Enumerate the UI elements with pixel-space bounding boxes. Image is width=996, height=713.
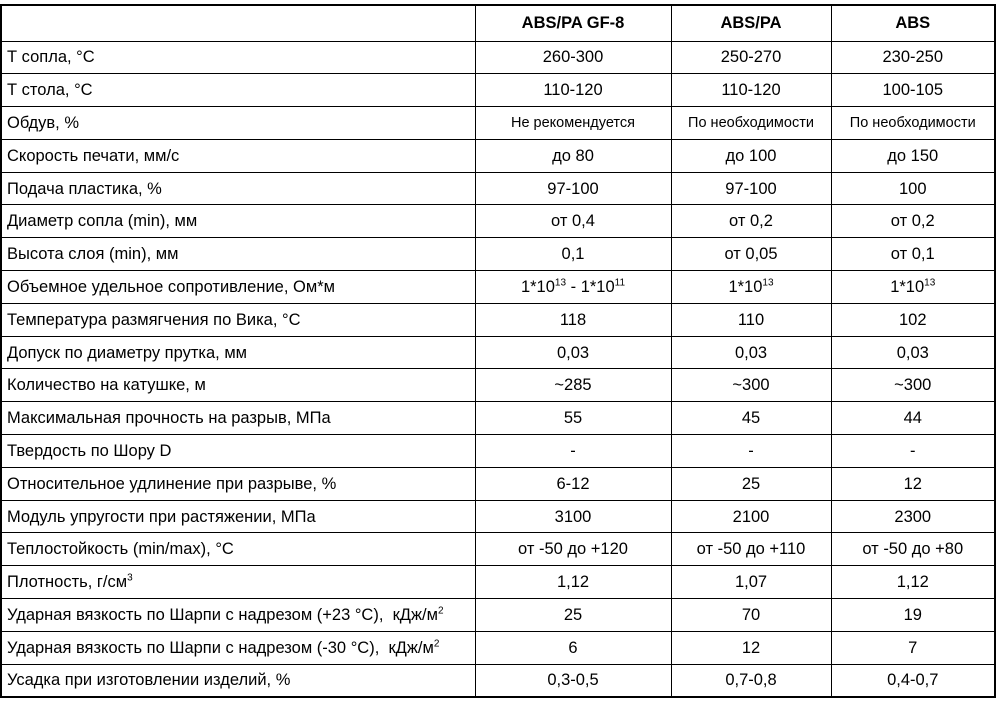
value-cell: 6-12	[475, 467, 671, 500]
param-cell: Количество на катушке, м	[1, 369, 475, 402]
param-cell: Диаметр сопла (min), мм	[1, 205, 475, 238]
param-cell: Т сопла, °С	[1, 41, 475, 74]
value-cell	[671, 271, 831, 304]
value-cell: -	[475, 435, 671, 468]
param-cell: Максимальная прочность на разрыв, МПа	[1, 402, 475, 435]
value-cell: 97-100	[475, 172, 671, 205]
value-cell: от -50 до +110	[671, 533, 831, 566]
value-cell: 70	[671, 599, 831, 632]
param-cell: Скорость печати, мм/с	[1, 139, 475, 172]
table-row	[1, 369, 995, 402]
value-cell: 0,03	[831, 336, 995, 369]
param-cell: Объемное удельное сопротивление, Ом*м	[1, 271, 475, 304]
table-row	[1, 74, 995, 107]
header-abs-pa-gf8: ABS/PA GF-8	[475, 5, 671, 41]
value-cell: до 150	[831, 139, 995, 172]
value-cell: 2100	[671, 500, 831, 533]
param-cell: Теплостойкость (min/max), °С	[1, 533, 475, 566]
value-base: 1*10	[728, 277, 763, 296]
table-row	[1, 107, 995, 140]
value-cell: ~285	[475, 369, 671, 402]
param-cell: Относительное удлинение при разрыве, %	[1, 467, 475, 500]
param-cell: Допуск по диаметру прутка, мм	[1, 336, 475, 369]
value-cell: от 0,2	[671, 205, 831, 238]
value-cell: 45	[671, 402, 831, 435]
param-cell: Усадка при изготовлении изделий, %	[1, 664, 475, 697]
value-cell: 6	[475, 631, 671, 664]
table-row	[1, 533, 995, 566]
param-text: Ударная вязкость по Шарпи с надрезом (-30 °С), кДж/м	[7, 638, 434, 657]
value-cell: 0,4-0,7	[831, 664, 995, 697]
value-cell: 260-300	[475, 41, 671, 74]
value-cell: 230-250	[831, 41, 995, 74]
table-row	[1, 205, 995, 238]
value-cell: 0,1	[475, 238, 671, 271]
value-cell: от -50 до +80	[831, 533, 995, 566]
value-cell: 19	[831, 599, 995, 632]
param-cell	[1, 631, 475, 664]
value-cell: -	[831, 435, 995, 468]
table-row	[1, 467, 995, 500]
value-cell: Не рекомендуется	[475, 107, 671, 140]
value-exponent: 13	[554, 277, 567, 289]
value-exponent: 11	[614, 277, 626, 289]
value-exponent: 13	[924, 277, 936, 289]
value-cell: 2300	[831, 500, 995, 533]
value-cell: 110	[671, 303, 831, 336]
value-cell: от 0,2	[831, 205, 995, 238]
param-cell: Модуль упругости при растяжении, МПа	[1, 500, 475, 533]
value-cell: 100	[831, 172, 995, 205]
value-cell	[831, 271, 995, 304]
value-cell: 100-105	[831, 74, 995, 107]
value-cell: 1,12	[475, 566, 671, 599]
value-cell: до 80	[475, 139, 671, 172]
table-row	[1, 336, 995, 369]
value-cell: 12	[831, 467, 995, 500]
table-row	[1, 631, 995, 664]
param-cell	[1, 599, 475, 632]
value-base: 1*10	[890, 277, 925, 296]
table-row	[1, 238, 995, 271]
table-row	[1, 599, 995, 632]
value-cell: 0,03	[475, 336, 671, 369]
table-row	[1, 271, 995, 304]
value-cell: 1,12	[831, 566, 995, 599]
value-cell: от 0,4	[475, 205, 671, 238]
value-cell: 0,3-0,5	[475, 664, 671, 697]
value-cell: По необходимости	[831, 107, 995, 140]
param-cell: Температура размягчения по Вика, °С	[1, 303, 475, 336]
value-cell: 12	[671, 631, 831, 664]
value-cell: от -50 до +120	[475, 533, 671, 566]
value-cell: от 0,05	[671, 238, 831, 271]
value-cell: ~300	[671, 369, 831, 402]
header-param	[1, 5, 475, 41]
table-row	[1, 664, 995, 697]
value-base: 1*10	[520, 277, 555, 296]
table-row	[1, 172, 995, 205]
value-exponent: 13	[762, 277, 774, 289]
value-cell: 110-120	[671, 74, 831, 107]
value-cell	[475, 271, 671, 304]
table-row	[1, 435, 995, 468]
value-separator: -	[566, 277, 581, 296]
table-row	[1, 566, 995, 599]
param-exponent: 2	[433, 638, 440, 650]
header-row	[1, 5, 995, 41]
properties-table	[0, 4, 996, 698]
param-cell: Твердость по Шору D	[1, 435, 475, 468]
value-cell: 102	[831, 303, 995, 336]
table-row	[1, 139, 995, 172]
value-cell: 0,03	[671, 336, 831, 369]
param-text: Плотность, г/см	[7, 573, 128, 592]
table-row	[1, 500, 995, 533]
value-cell: до 100	[671, 139, 831, 172]
value-cell: 25	[475, 599, 671, 632]
param-exponent: 3	[127, 572, 133, 584]
value-cell: 110-120	[475, 74, 671, 107]
table-row	[1, 402, 995, 435]
param-cell: Обдув, %	[1, 107, 475, 140]
value-cell: -	[671, 435, 831, 468]
value-cell: от 0,1	[831, 238, 995, 271]
param-text: Ударная вязкость по Шарпи с надрезом (+23 °С), кДж/м	[7, 605, 438, 624]
value-cell: 7	[831, 631, 995, 664]
value-cell: По необходимости	[671, 107, 831, 140]
param-cell	[1, 566, 475, 599]
header-abs: ABS	[831, 5, 995, 41]
value-cell: 1,07	[671, 566, 831, 599]
param-cell: Т стола, °С	[1, 74, 475, 107]
param-cell: Подача пластика, %	[1, 172, 475, 205]
value-cell: ~300	[831, 369, 995, 402]
value-base: 1*10	[580, 277, 615, 296]
value-cell: 250-270	[671, 41, 831, 74]
param-exponent: 2	[437, 605, 444, 617]
value-cell: 44	[831, 402, 995, 435]
table-row	[1, 303, 995, 336]
header-abs-pa: ABS/PA	[671, 5, 831, 41]
param-cell: Высота слоя (min), мм	[1, 238, 475, 271]
value-cell: 0,7-0,8	[671, 664, 831, 697]
table-row	[1, 41, 995, 74]
value-cell: 25	[671, 467, 831, 500]
value-cell: 118	[475, 303, 671, 336]
value-cell: 55	[475, 402, 671, 435]
value-cell: 3100	[475, 500, 671, 533]
value-cell: 97-100	[671, 172, 831, 205]
